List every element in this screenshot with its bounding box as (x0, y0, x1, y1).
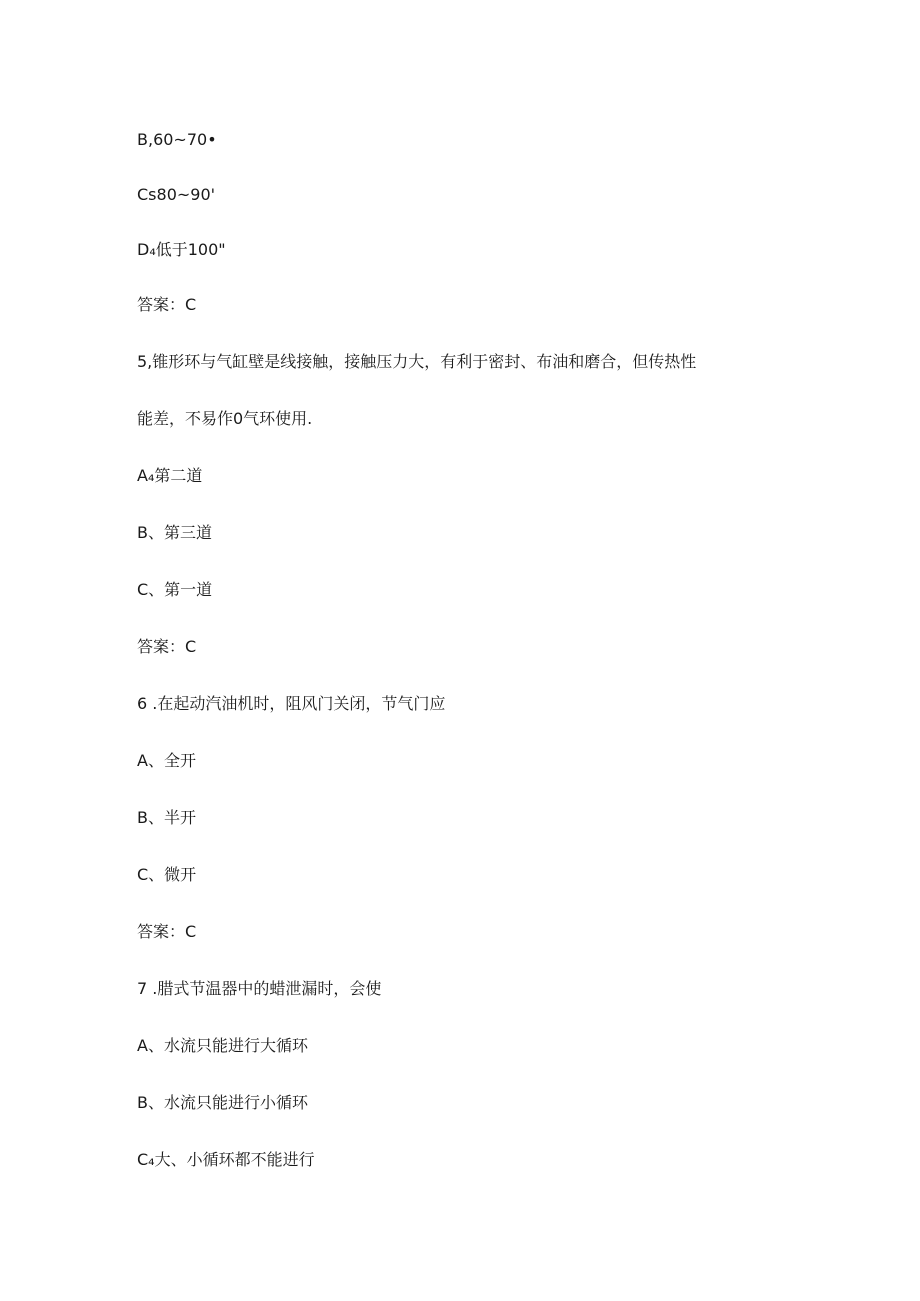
question-7: 7 .腊式节温器中的蜡泄漏时，会使 (137, 979, 382, 998)
option-a-q7: A、水流只能进行大循环 (137, 1036, 308, 1055)
option-d-q4: D₄低于100" (137, 240, 226, 259)
option-b-q7: B、水流只能进行小循环 (137, 1093, 308, 1112)
question-6: 6 .在起动汽油机时，阻风门关闭，节气门应 (137, 694, 446, 713)
question-5-line-2: 能差，不易作0气环使用. (137, 409, 313, 428)
question-5-line-1: 5,锥形环与气缸壁是线接触，接触压力大，有利于密封、布油和磨合，但传热性 (137, 352, 697, 371)
option-b-q6: B、半开 (137, 808, 196, 827)
option-a-q5: A₄第二道 (137, 466, 203, 485)
option-c-q7: C₄大、小循环都不能进行 (137, 1150, 315, 1169)
answer-q5: 答案：C (137, 637, 197, 656)
option-a-q6: A、全开 (137, 751, 196, 770)
answer-q6: 答案：C (137, 922, 197, 941)
option-b-q5: B、第三道 (137, 523, 212, 542)
option-c-q4: Cs80~90' (137, 185, 216, 204)
answer-q4: 答案：C (137, 295, 197, 314)
option-c-q6: C、微开 (137, 865, 197, 884)
option-c-q5: C、第一道 (137, 580, 213, 599)
option-b-q4: B,60~70• (137, 130, 217, 149)
